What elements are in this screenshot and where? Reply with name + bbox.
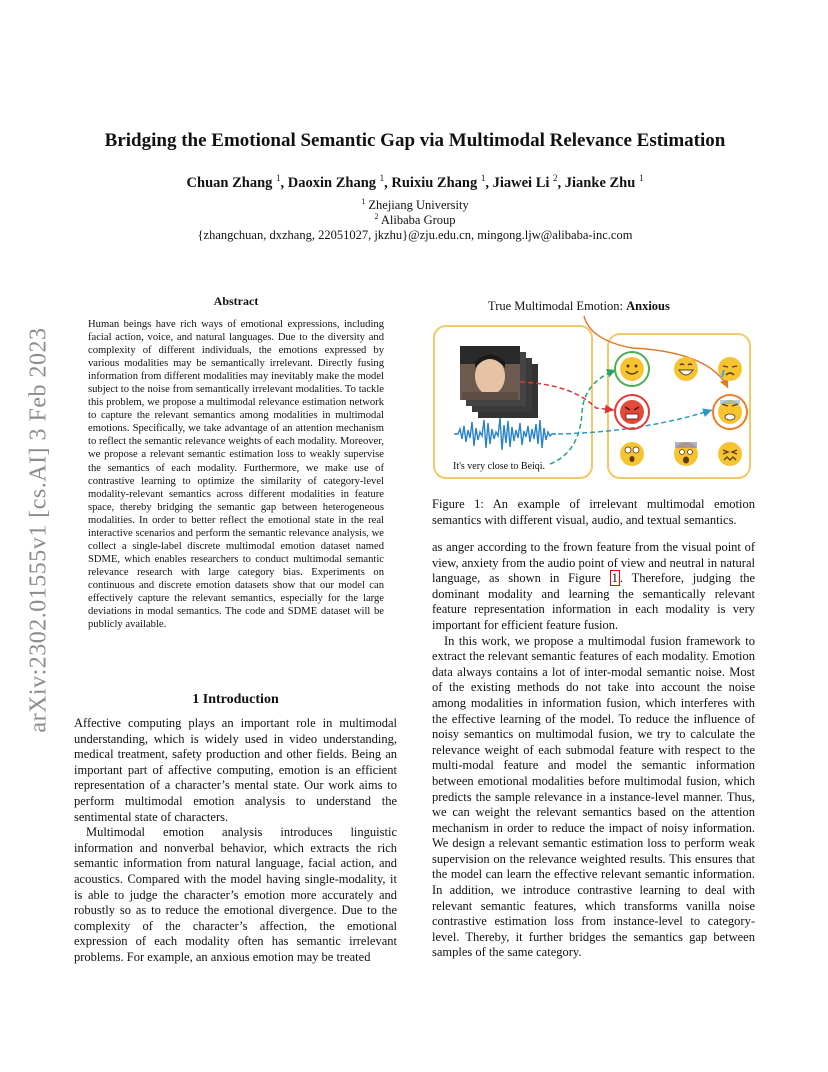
affiliation-mark: 1	[361, 197, 366, 206]
author-name: Jiawei Li	[492, 174, 550, 191]
figure-1	[432, 292, 755, 492]
abstract-text: Human beings have rich ways of emotional expressions, including facial action, voice, and natural languages. Due to the diversity and complexity of different individuals, the emotions expressed by various modalities may be semantically irrelevant. Directly fusing information from different modalities may inevitably make the model subject to the noise from semantically irrelevant modalities. To tackle this problem, we propose a multimodal relevance estimation network to capture the relevant semantics among modalities in multimodal emotions. Specifically, we take advantage of an attention mechanism to reflect the semantic relevance weights of each modality. Moreover, we propose a relevant semantic estimation loss to weakly supervise the semantics of each modality. Furthermore, we make use of contrastive learning to optimize the similarity of category-level modality-relevant semantics across different modalities in feature space, thereby bridging the semantic gap between heterogeneous modalities. In order to better reflect the emotional state in the real interactive scenarios and perform the semantic relevance analysis, we collect a single-label discrete multimodal emotion dataset named SDME, which enables researchers to conduct multimodal semantic relevance research with large category bias. Experiments on continuous and discrete emotion datasets show that our model can effectively capture the relevant semantics, especially for the large deviations in modal semantics. The code and SDME dataset will be publicly available.	[88, 319, 384, 631]
author-affiliation-mark: 1	[638, 173, 644, 183]
affiliation-1	[60, 197, 770, 213]
true-emotion-arrow	[584, 316, 728, 388]
affiliation-name: Zhejiang University	[368, 198, 469, 213]
author-affiliation-mark: 1	[276, 173, 281, 183]
text-to-neutral-arrow	[550, 370, 616, 464]
figure-1-graphic	[432, 292, 755, 492]
author-separator: ,	[384, 174, 392, 191]
figure-1-header: True Multimodal Emotion: Anxious	[488, 299, 670, 313]
author-separator: ,	[280, 174, 288, 191]
paper-title: Bridging the Emotional Semantic Gap via Multimodal Relevance Estimation	[104, 130, 726, 151]
crying-emoji-icon	[718, 357, 742, 381]
abstract-heading: Abstract	[213, 294, 259, 308]
arxiv-id: arXiv:2302.01555v1 [cs.AI] 3 Feb 2023	[25, 327, 52, 733]
author-name: Ruixiu Zhang	[391, 174, 478, 191]
audio-waveform	[454, 418, 556, 450]
author-affiliation-mark: 1	[379, 173, 385, 183]
author-name: Daoxin Zhang	[287, 174, 377, 191]
author-affiliation-mark: 1	[480, 173, 486, 183]
author-separator: ,	[557, 174, 565, 191]
author-emails: {zhangchuan, dxzhang, 22051027, jkzhu}@zju.edu.cn, mingong.ljw@alibaba-inc.com	[197, 228, 633, 242]
section-heading-introduction: 1 Introduction	[192, 692, 279, 707]
angry-emoji-icon	[615, 395, 649, 429]
intro-paragraph-4: In this work, we propose a multimodal fusion framework to extract the relevant semantic features of each modality. Emotion data always contains a lot of inter-modal semantic noise. Most of the existing methods do not take into account the noise among modalities in information fusion, which interferes with the effective learning of the model. To reduce the influence of noisy semantics on multimodal fusion, we try to calculate the relevance weight of each submodal feature with respect to the multi-modal feature and model the semantic information between emotional modalities before multimodal fusion, which predicts the sample relevance in a instance-level manner. Thus, we can weight the relevant semantics based on the attention mechanism in order to reduce the impact of noisy information. We design a relevant semantic estimation loss to perform weak supervision on the relevance weighted results. This ensures that the model can learn the effective relevant semantic information. In addition, we introduce contrastive learning to deal with relevant semantic features, which transforms vanilla noise contrastive estimation loss from instance-level to category-level. Thereby, it further bridges the semantics gap between samples of the same category.	[432, 633, 755, 960]
video-frames-stack	[460, 346, 538, 418]
anxious-emoji-icon	[713, 395, 747, 429]
intro-paragraph-1: Affective computing plays an important role in multimodal understanding, which is widely used in video understanding, medical treatment, safety production and other fields. Being an important part of affective computing, emotion is an efficient representation of a character’s mental state. Our work aims to perform multimodal emotion analysis to understand the sentimental state of characters.	[74, 716, 397, 824]
disgusted-emoji-icon	[718, 442, 742, 466]
intro-right-column	[432, 540, 755, 961]
subtitle-text: It's very close to Beiqi.	[453, 461, 546, 472]
figure-1-caption: Figure 1: An example of irrelevant multimodal emotion semantics with different visual, audio, and textual semantics.	[432, 497, 755, 527]
author-name: Chuan Zhang	[186, 174, 273, 191]
affiliation-name: Alibaba Group	[380, 213, 456, 228]
emoji-grid	[615, 352, 747, 466]
affiliation-2	[60, 212, 770, 228]
affiliation-mark: 2	[374, 212, 379, 221]
intro-left-column	[74, 716, 397, 966]
figure-reference-link[interactable]: 1	[611, 571, 618, 586]
intro-paragraph-3: as anger according to the frown feature from the visual point of view, anxiety from the audio point of view and neutral in natural language, as shown in Figure 1 . Therefore, judging the dominant modality and learning the semantically relevant feature representation information in each modality is very important for efficient feature fusion.	[432, 540, 756, 632]
arxiv-sidebar-stamp	[24, 300, 54, 760]
fearful-emoji-icon	[674, 442, 698, 466]
smile-emoji-icon	[615, 352, 649, 386]
intro-paragraph-2: Multimodal emotion analysis introduces linguistic information and nonverbal behavior, which extracts the rich semantic information from natural language, facial action, and acoustics. Compared with the model having single-modality, it is able to judge the character’s emotion more accurately and robustly so as to reduce the emotional divergence. Due to the complexity of the character’s affection, the emotional expression of each modality often has semantic irrelevant problems. For example, an anxious emotion may be treated	[74, 825, 397, 964]
grin-emoji-icon	[674, 357, 698, 381]
author-separator: ,	[485, 174, 493, 191]
surprised-emoji-icon	[620, 442, 644, 466]
author-name: Jianke Zhu	[564, 174, 636, 191]
author-affiliation-mark: 2	[553, 173, 558, 183]
author-list	[60, 173, 770, 192]
